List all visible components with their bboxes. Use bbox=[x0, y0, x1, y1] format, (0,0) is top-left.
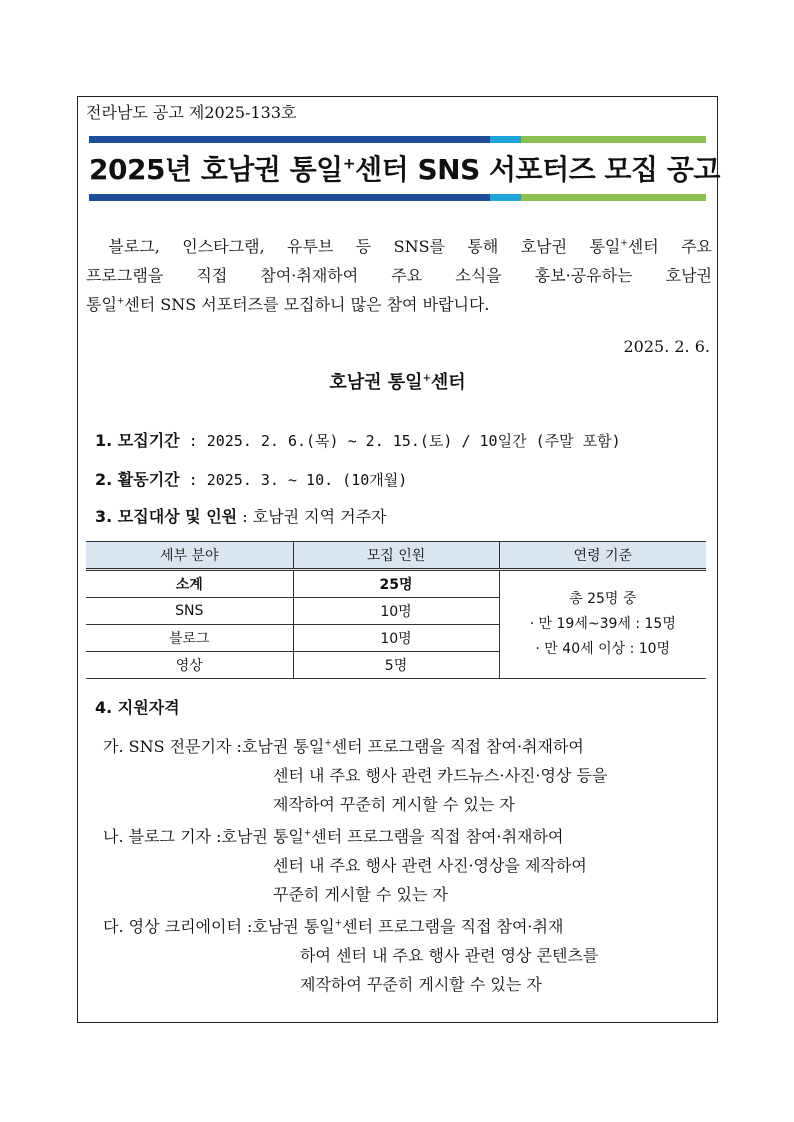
qualification-video-creator: 다. 영상 크리에이터 :호남권 통일+센터 프로그램을 직접 참여·취재 bbox=[103, 917, 564, 936]
qualification-blog-line2: 센터 내 주요 행사 관련 사진·영상을 제작하여 bbox=[273, 856, 587, 875]
activity-period: 2. 활동기간 : 2025. 3. ~ 10. (10개월) bbox=[95, 470, 408, 489]
recruit-table bbox=[86, 541, 706, 679]
table-row bbox=[86, 570, 706, 598]
qualification-heading: 4. 지원자격 bbox=[95, 698, 180, 717]
qualification-sns-line2: 센터 내 주요 행사 관련 카드뉴스·사진·영상 등을 bbox=[273, 766, 608, 785]
recruit-target: 3. 모집대상 및 인원 : 호남권 지역 거주자 bbox=[95, 507, 387, 526]
notice-date: 2025. 2. 6. bbox=[623, 337, 710, 356]
row-field: 영상 bbox=[86, 652, 293, 679]
qualification-blog-reporter: 나. 블로그 기자 :호남권 통일+센터 프로그램을 직접 참여·취재하여 bbox=[103, 827, 564, 846]
row-count: 5명 bbox=[293, 652, 499, 679]
qualification-video-line2: 하여 센터 내 주요 행사 관련 영상 콘텐츠를 bbox=[300, 946, 599, 965]
row-field: SNS bbox=[86, 598, 293, 625]
row-field: 블로그 bbox=[86, 625, 293, 652]
recruit-period: 1. 모집기간 : 2025. 2. 6.(목) ~ 2. 15.(토) / 10일간 (주말 포함) bbox=[95, 431, 621, 450]
row-count: 25명 bbox=[293, 570, 499, 598]
qualification-sns-reporter: 가. SNS 전문기자 :호남권 통일+센터 프로그램을 직접 참여·취재하여 bbox=[103, 737, 584, 756]
notice-number: 전라남도 공고 제2025-133호 bbox=[86, 103, 297, 122]
title-bar-top bbox=[89, 136, 706, 143]
header-field: 세부 분야 bbox=[86, 542, 293, 570]
qualification-blog-line3: 꾸준히 게시할 수 있는 자 bbox=[273, 885, 448, 904]
header-age: 연령 기준 bbox=[499, 542, 706, 570]
row-field: 소계 bbox=[86, 570, 293, 598]
intro-paragraph: 블로그, 인스타그램, 유투브 등 SNS를 통해 호남권 통일+센터 주요 프로그램을 직접 참여·취재하여 주요 소식을 홍보·공유하는 호남권 통일+센터 SNS 서포터즈를 모집하니 많은 참여 바랍니다. bbox=[86, 237, 712, 314]
organization-name: 호남권 통일+센터 bbox=[329, 372, 466, 393]
row-count: 10명 bbox=[293, 598, 499, 625]
page-title: 2025년 호남권 통일+센터 SNS 서포터즈 모집 공고 bbox=[89, 153, 720, 186]
header-count: 모집 인원 bbox=[293, 542, 499, 570]
title-bar-bottom bbox=[89, 194, 706, 201]
table-header-row bbox=[86, 542, 706, 570]
age-criteria: 총 25명 중 · 만 19세~39세 : 15명 · 만 40세 이상 : 10명 bbox=[499, 570, 706, 679]
row-count: 10명 bbox=[293, 625, 499, 652]
qualification-video-line3: 제작하여 꾸준히 게시할 수 있는 자 bbox=[300, 975, 542, 994]
qualification-sns-line3: 제작하여 꾸준히 게시할 수 있는 자 bbox=[273, 795, 515, 814]
